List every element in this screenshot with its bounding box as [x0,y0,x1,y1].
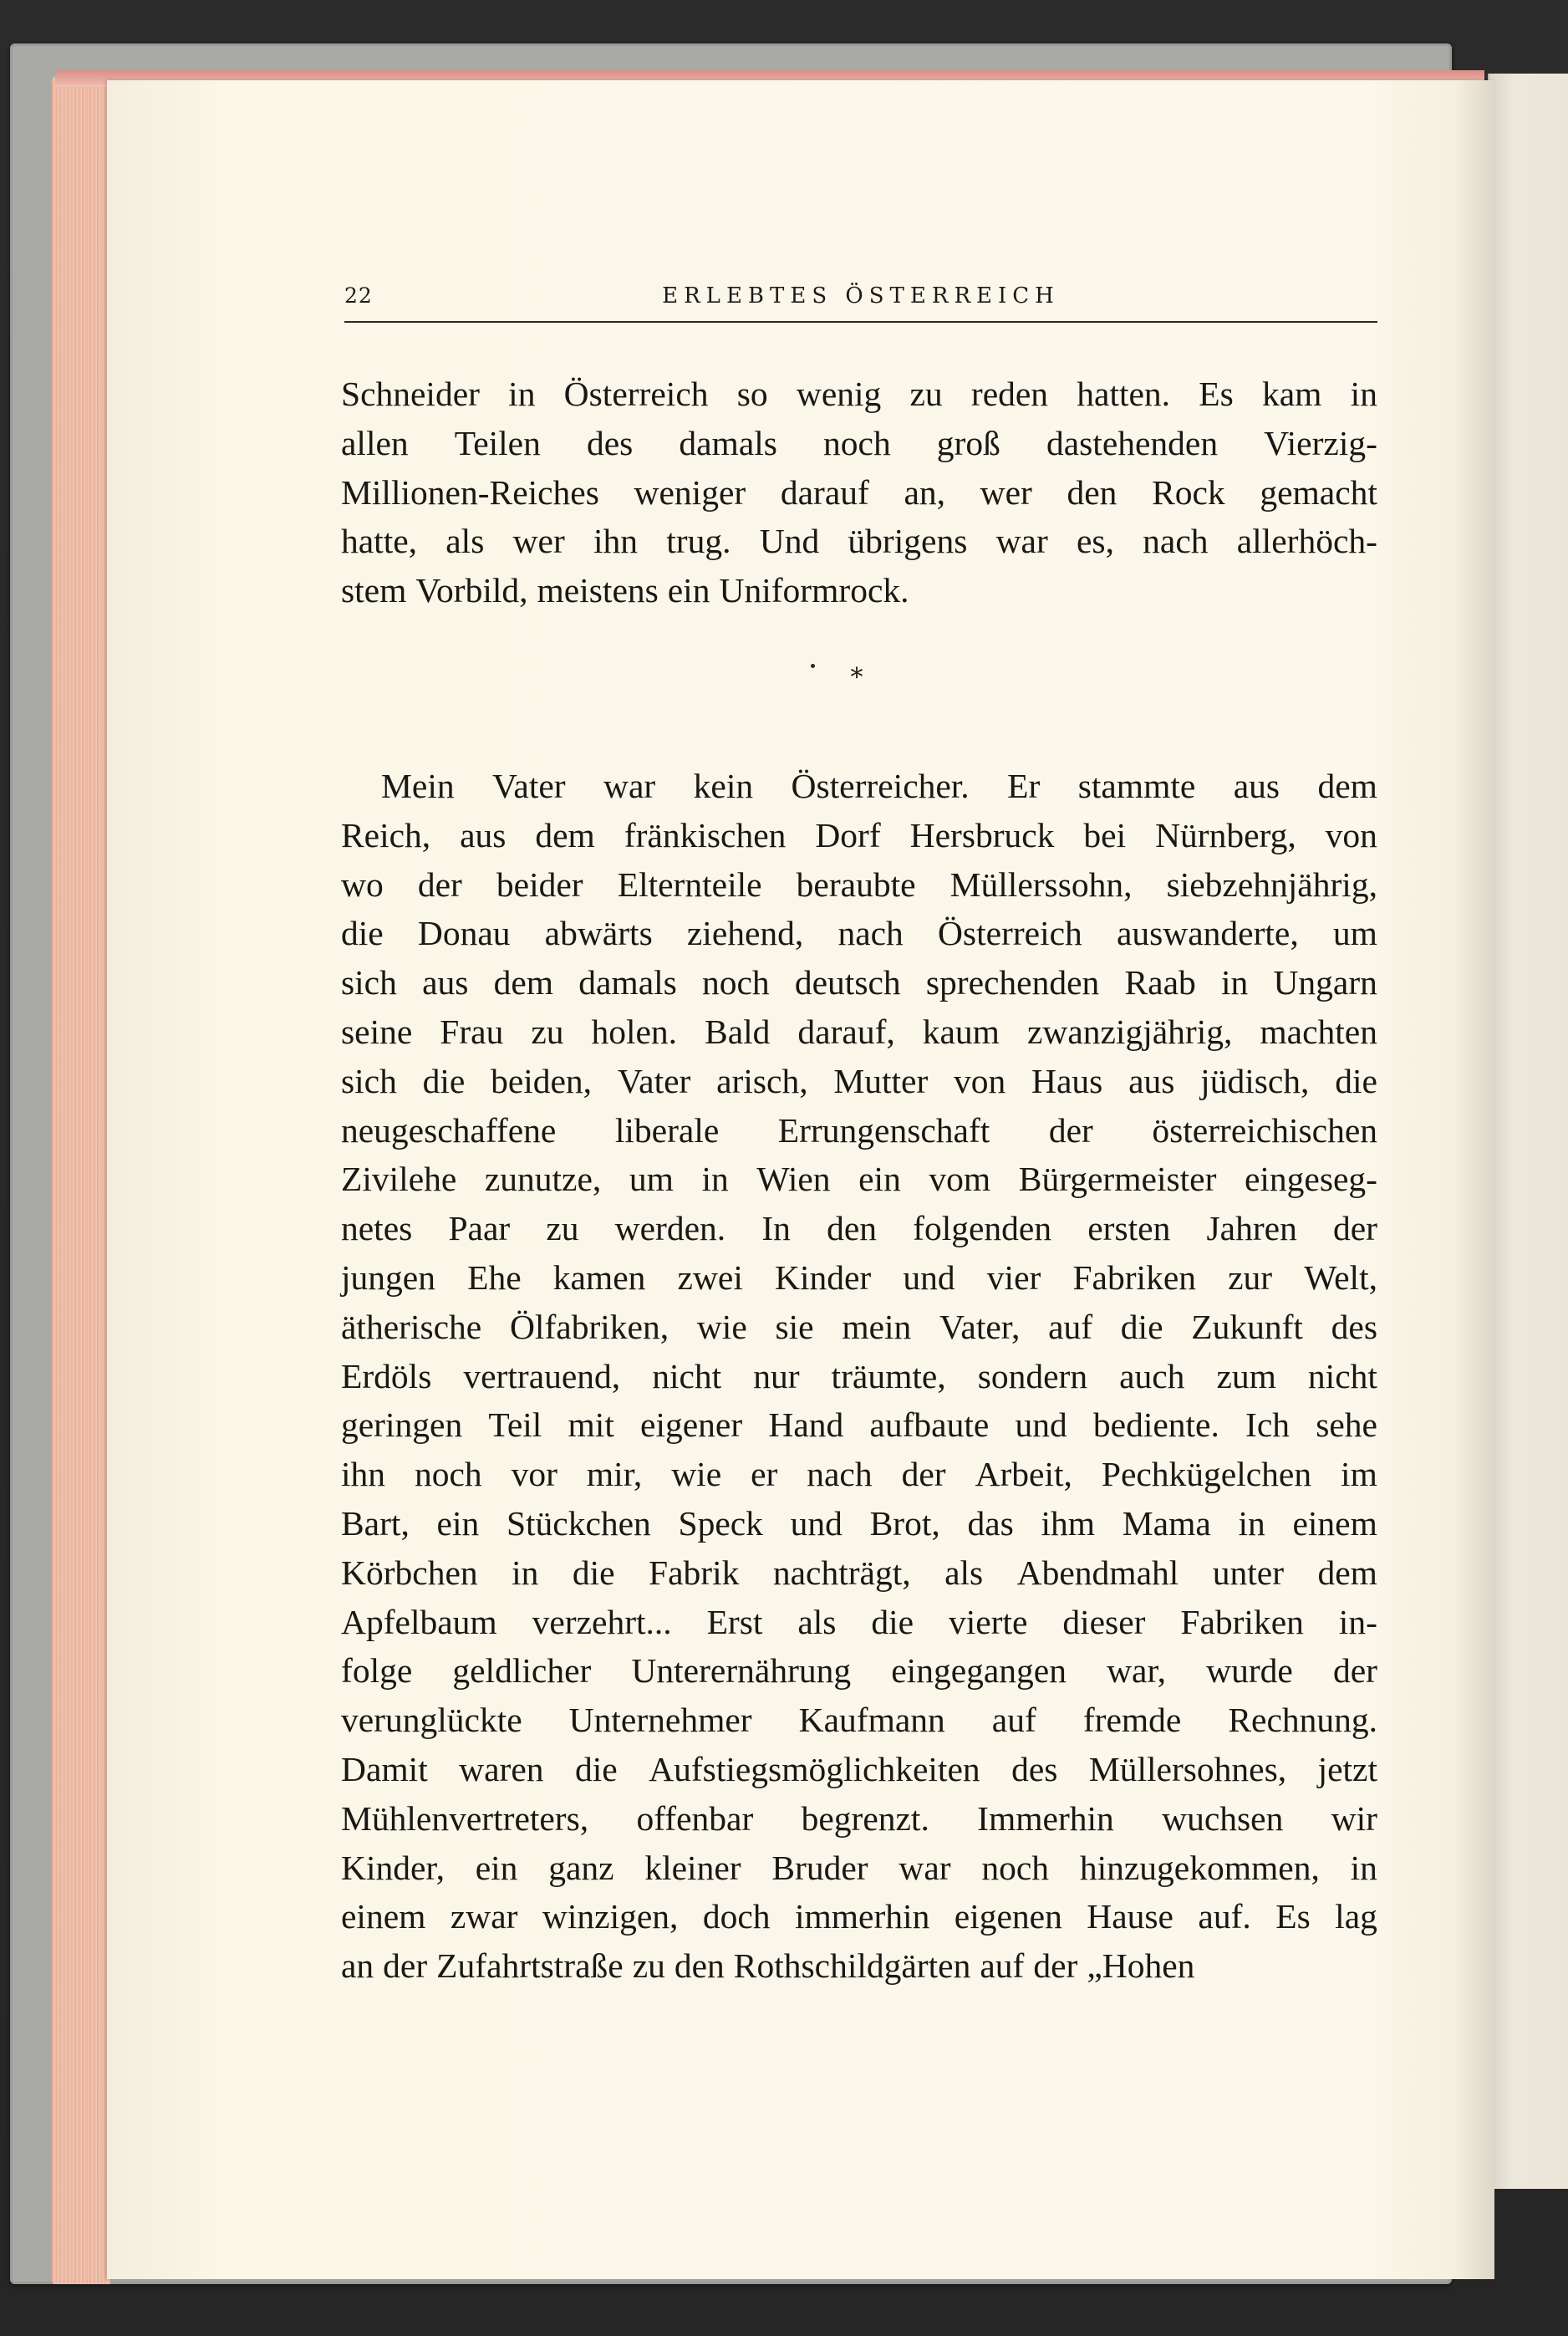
running-header [344,280,1377,322]
text-line: netes Paar zu werden. In den folgenden ersten Jahren der [341,1209,1377,1248]
page-number: 22 [344,283,373,308]
gutter-shadow [1454,80,1494,2279]
paragraph-2 [341,762,1377,1991]
text-line: Damit waren die Aufstiegsmöglichkeiten des Müllersohnes, jetzt [341,1749,1377,1788]
text-line: Bart, ein Stückchen Speck und Brot, das ihm Mama in einem [341,1503,1377,1543]
text-line: die Donau abwärts ziehend, nach Österreich auswanderte, um [341,914,1377,953]
text-line: Schneider in Österreich so wenig zu reden hatten. Es kam in [341,375,1377,413]
text-line: einem zwar winzigen, doch immerhin eigenen Hause auf. Es lag [341,1897,1377,1936]
text-line: ihn noch vor mir, wie er nach der Arbeit, Pechkügelchen im [341,1455,1377,1494]
text-line: an der Zufahrtstraße zu den Rothschildgärten auf der „Hohen [341,1946,1195,1986]
text-line: Millionen-Reiches weniger darauf an, wer den Rock gemacht [341,472,1377,512]
running-title: ERLEBTES ÖSTERREICH [662,283,1060,309]
text-line: Mühlenvertreters, offenbar begrenzt. Immerhin wuchsen wir [341,1798,1377,1838]
text-line: verunglückte Unternehmer Kaufmann auf fremde Rechnung. [341,1701,1377,1740]
text-line: Erdöls vertrauend, nicht nur träumte, sondern auch zum nicht [341,1356,1377,1395]
text-line: jungen Ehe kamen zwei Kinder und vier Fabriken zur Welt, [341,1257,1377,1297]
text-line: allen Teilen des damals noch groß dastehenden Vierzig- [341,423,1377,462]
text-line: stem Vorbild, meistens ein Uniformrock. [341,571,909,610]
text-line: Körbchen in die Fabrik nachträgt, als Abendmahl unter dem [341,1553,1377,1592]
page-block-edge [52,77,110,2284]
text-line: Reich, aus dem fränkischen Dorf Hersbruck bei Nürnberg, von [341,815,1377,854]
text-line: Kinder, ein ganz kleiner Bruder war noch hinzugekommen, in [341,1848,1377,1887]
text-line: geringen Teil mit eigener Hand aufbaute und bediente. Ich sehe [341,1405,1377,1445]
text-line: Apfelbaum verzehrt... Erst als die vierte dieser Fabriken in- [341,1602,1377,1641]
text-line: neugeschaffene liberale Errungenschaft der österreichischen [341,1110,1377,1150]
decorative-dot [811,664,815,668]
header-rule [344,321,1377,323]
text-line: seine Frau zu holen. Bald darauf, kaum zwanzigjährig, machten [341,1012,1377,1051]
text-line: ätherische Ölfabriken, wie sie mein Vater, auf die Zukunft des [341,1307,1377,1346]
text-line: sich die beiden, Vater arisch, Mutter von Haus aus jüdisch, die [341,1061,1377,1100]
paragraph-1 [341,370,1377,615]
section-separator: * [850,663,863,692]
text-line: hatte, als wer ihn trug. Und übrigens war es, nach allerhöch- [341,522,1377,561]
text-line: Mein Vater war kein Österreicher. Er stammte aus dem [381,767,1377,805]
text-line: Zivilehe zunutze, um in Wien ein vom Bürgermeister eingeseg- [341,1160,1377,1199]
text-line: sich aus dem damals noch deutsch sprechenden Raab in Ungarn [341,963,1377,1002]
text-line: wo der beider Elternteile beraubte Müllerssohn, siebzehnjährig, [341,865,1377,904]
facing-page-edge [1488,74,1568,2189]
text-line: folge geldlicher Unterernährung eingegangen war, wurde der [341,1651,1377,1691]
